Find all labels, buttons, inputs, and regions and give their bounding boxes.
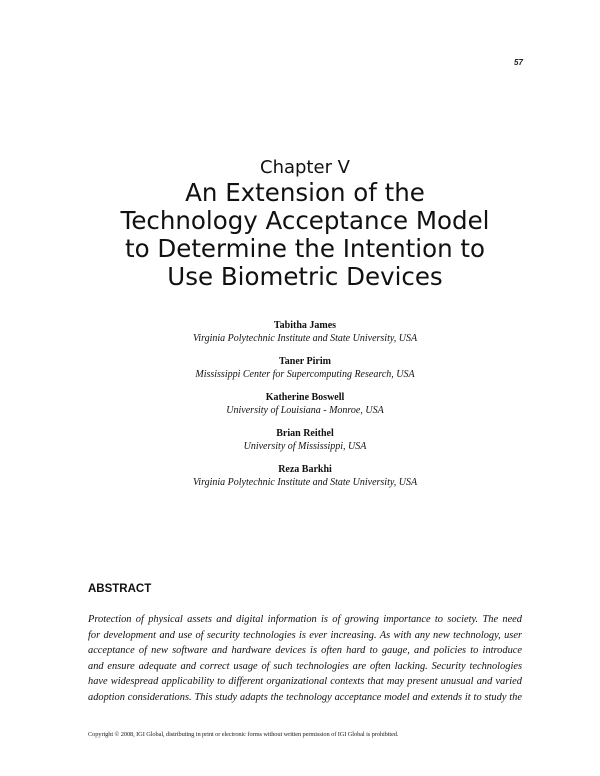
author-affiliation: University of Louisiana - Monroe, USA (226, 405, 384, 416)
chapter-title (0, 179, 600, 291)
abstract-heading: ABSTRACT (88, 583, 152, 595)
abstract-line: have widespread applicability to different organizational contexts that may present unusual and varied (88, 676, 522, 687)
author-entry (0, 355, 600, 381)
author-affiliation: Mississippi Center for Supercomputing Research, USA (195, 369, 415, 380)
author-name: Katherine Boswell (265, 392, 345, 403)
copyright-footer: Copyright © 2008, IGI Global, distributing in print or electronic forms without written permission of IGI Global is prohibited. (88, 731, 399, 738)
author-affiliation: Virginia Polytechnic Institute and State University, USA (192, 477, 418, 488)
abstract-line: acceptance of new software and hardware devices is often hard to gauge, and policies to introduce (88, 645, 522, 656)
author-name: Brian Reithel (276, 428, 334, 439)
author-name: Tabitha James (273, 320, 337, 331)
author-affiliation: University of Mississippi, USA (243, 441, 367, 452)
chapter-title-line: Use Biometric Devices (167, 262, 443, 291)
abstract-line: Protection of physical assets and digital information is of growing importance to society. The need (88, 614, 522, 625)
chapter-title-line: Technology Acceptance Model (120, 206, 490, 235)
abstract-line: and ensure adequate and correct usage of such technologies are often lacking. Security technologies (88, 660, 522, 672)
chapter-title-line: to Determine the Intention to (125, 234, 485, 263)
author-entry (0, 319, 600, 345)
chapter-label: Chapter V (260, 157, 350, 178)
abstract-line: for development and use of security technologies is ever increasing. As with any new technology, user (88, 629, 522, 641)
author-affiliation: Virginia Polytechnic Institute and State University, USA (192, 333, 418, 344)
author-entry (0, 427, 600, 453)
abstract-body (88, 612, 522, 705)
author-entry (0, 391, 600, 417)
abstract-line: adoption considerations. This study adapts the technology acceptance model and extends it to study the (88, 691, 522, 703)
chapter-heading (0, 157, 600, 291)
author-name: Reza Barkhi (278, 464, 332, 475)
author-entry (0, 463, 600, 489)
chapter-title-line: An Extension of the (185, 178, 425, 207)
page-number: 57 (514, 58, 523, 67)
author-list (0, 319, 600, 499)
author-name: Taner Pirim (279, 356, 331, 367)
